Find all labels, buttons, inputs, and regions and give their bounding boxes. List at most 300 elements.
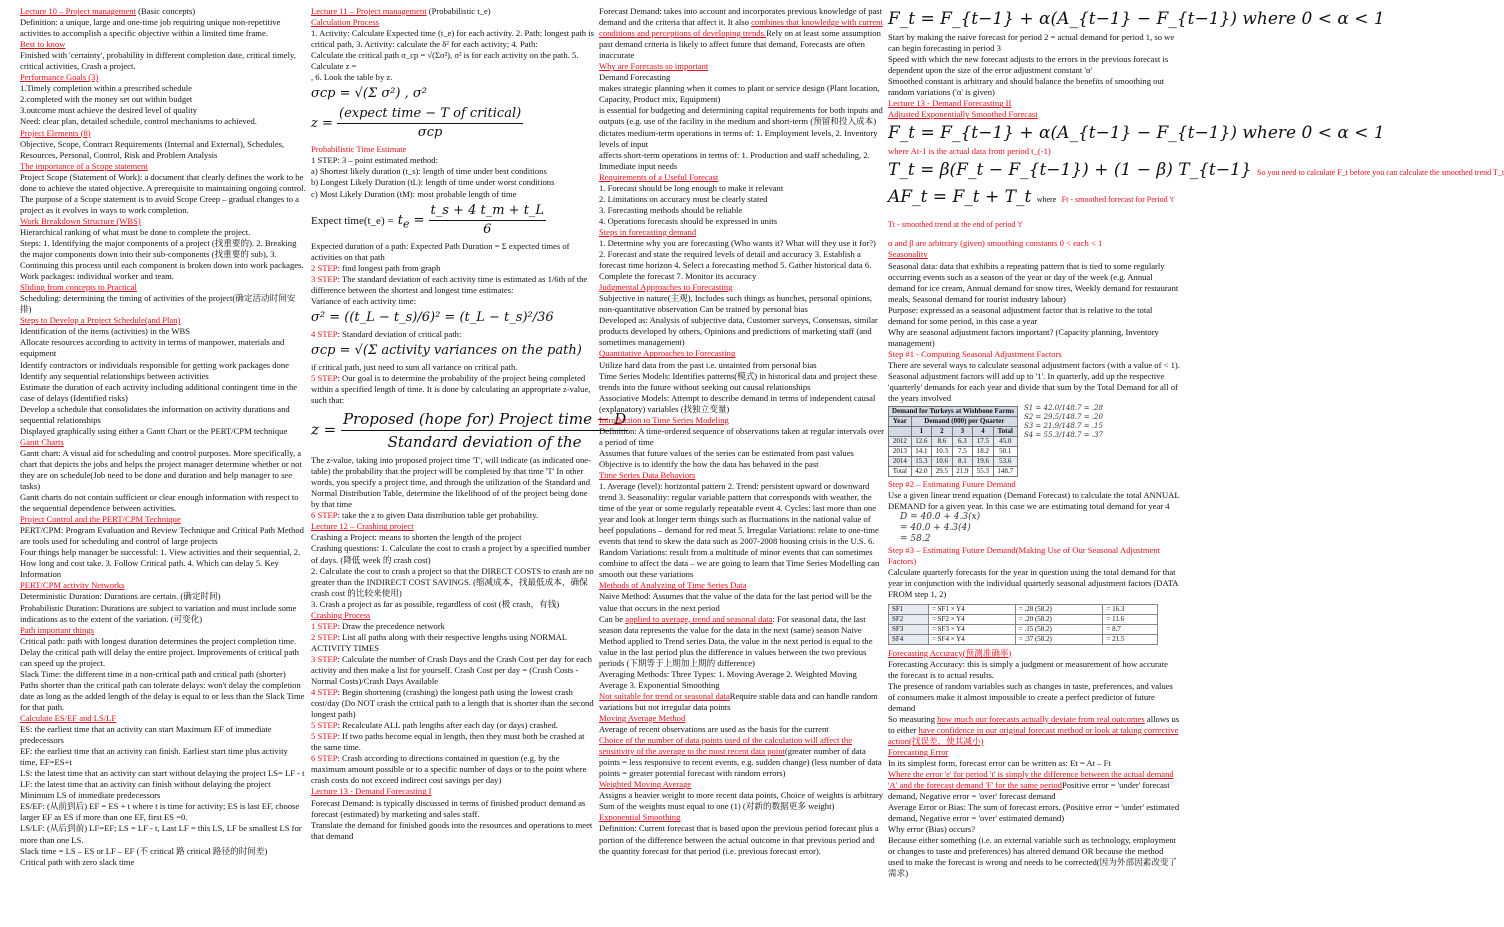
te-numerator: t_s + 4 t_m + t_L	[429, 202, 547, 221]
body-text: 2. Calculate the cost to crash a project so that the DIRECT COSTS to crash are no greater than the INDIRECT COST SAVINGS. (缩减成本，找最低成本，确保 crash cost 的比较来使用)	[311, 565, 594, 598]
body-text: Identify any sequential relationships between activities	[20, 370, 209, 381]
body-text: Averaging Methods: Three Types: 1. Moving Average 2. Weighted Moving Average 3. Exponential Smoothing	[599, 668, 857, 690]
section-heading: Methods of Analyzing of Time Series Data	[599, 580, 747, 591]
text-line	[599, 72, 884, 83]
text-line	[599, 812, 884, 823]
body-text: if critical path, just need to sum all variance on critical path.	[311, 361, 518, 372]
text-line	[20, 625, 306, 636]
forecast-cell: = 8.7	[1103, 624, 1158, 634]
text-line	[20, 525, 306, 547]
forecast-cell: = .20 (58.2)	[1015, 614, 1103, 624]
text-line	[311, 455, 596, 510]
section-heading: Weighted Moving Average	[599, 779, 692, 790]
seasonal-factor-formulas	[1024, 404, 1103, 440]
text-line	[311, 753, 596, 786]
text-line	[20, 371, 306, 382]
text-line	[888, 349, 1180, 360]
text-line	[311, 786, 596, 797]
text-line	[888, 681, 1180, 714]
seasonality-section	[888, 249, 1180, 404]
body-text: allows us to either	[888, 713, 1180, 735]
expected-time-formula: Expect time(t_e) = $t_e$ = $\frac{t\_s + 4 t\_m + t\_L}{6}$	[311, 202, 545, 237]
body-text: Need: clear plan, detailed schedule, control mechanisms to achieved.	[20, 116, 257, 127]
calc-line: = 40.0 + 4.3(4)	[900, 523, 971, 534]
forecast-cell: = 21.5	[1103, 634, 1158, 644]
text-line	[20, 713, 306, 724]
lecture-11-intro	[311, 6, 596, 83]
text-line	[20, 591, 306, 602]
body-text: Utilize hard data from the past i.e. untainted from personal bias	[599, 359, 817, 370]
body-text: There are several ways to calculate seasonal adjustment factors (with a value of < 1). Seasonal adjustment factors will add up to '1'. In quarterly, add up the respective 'quarterly' demands for each year and divide that sum by the Total Demand for all of the years involved	[888, 359, 1180, 404]
exp-smoothing-formula	[888, 8, 1385, 30]
body-text: Steps: 1. Identifying the major components of a project (找重要的). 2. Breaking the major components down into their sub-components (找重要的 sub), 3. Continuing this process until each component is broken down into work packages.	[20, 237, 304, 271]
text-line	[311, 510, 596, 521]
body-text: Speed with which the new forecast adjusts to the errors in the previous forecast is dependent upon the size of the error adjustment constant 'α'	[888, 54, 1169, 76]
text-line	[311, 362, 596, 373]
step-4	[311, 329, 596, 340]
text-line	[888, 714, 1180, 747]
text-line	[20, 603, 306, 625]
body-text: 1 STEP: 3 – point estimated method:	[311, 155, 438, 166]
text-line	[888, 479, 1180, 490]
text-line	[311, 177, 596, 188]
body-text: Variance of each activity time:	[311, 295, 416, 306]
text-line	[20, 194, 306, 216]
text-line	[311, 820, 596, 842]
body-text: 3. Forecasting methods should be reliable	[599, 204, 743, 215]
body-text: 1. Average (level): horizontal pattern 2. Trend: persistent upward or downward trend 3. Seasonality: regular variable pattern that corresponds with weather, the time of the year or some regularly repeatable event 4. Cycles: last more than one year and look at longer term things such as fluctuations in the national value of beef populations – demand for red meat 5. Irregular Variations: relate to one-time events that tend to skew the data such as 2007-2008 housing crisis in the U.S. 6. Random Variations: result from a multitude of minor events that can sometimes combine to affect the data – we are going to learn that Time Series Modelling can smooth out these variations	[599, 481, 880, 580]
text-line	[888, 824, 1180, 835]
section-heading: Steps in forecasting demand	[599, 226, 697, 237]
section-heading: Lecture 11 – Project management	[311, 6, 427, 16]
body-text: 2. Limitations on accuracy must be clearly stated	[599, 193, 768, 204]
body-text: : Standard deviation of critical path:	[337, 328, 462, 339]
section-heading: Calculate ES/EF and LS/LF	[20, 713, 117, 723]
text-line	[20, 326, 306, 337]
seasonal-factor: S2 = 29.5/148.7 = .20	[1023, 413, 1103, 422]
body-text: ES/EF: (从前到后) EF = ES + t where t is time for activity; ES is last EF, choose larger EF as ES if more than one EF, first ES =0.	[20, 801, 300, 823]
text-line	[311, 532, 596, 543]
section-heading: Work Breakdown Structure (WBS)	[20, 215, 141, 226]
table-subheader-cell: Total	[993, 427, 1017, 437]
text-line	[599, 580, 884, 591]
body-text: Hierarchical ranking of what must be done to complete the project.	[20, 226, 251, 237]
highlight-text: Where the error 'e' for period 't' is simply the difference between the actual demand 'A' and the forecast demand 'F' for the same period	[888, 769, 1174, 791]
section-heading: Lecture 13 - Demand Forecasting II	[888, 98, 1012, 109]
body-text: Probabilistic Duration: Durations are subject to variation and must include some indications as to the extent of the variation. (可变化)	[20, 602, 297, 624]
text-line	[599, 6, 884, 61]
body-text: : The standard deviation of each activity time is estimated as 1/6th of the difference between the shortest and longest time estimates:	[311, 273, 588, 295]
body-text: Average of recent observations are used as the basis for the current	[599, 724, 829, 735]
text-line	[599, 205, 884, 216]
forecast-cell: = SF3 × Y4	[928, 624, 1015, 634]
text-line	[888, 567, 1180, 600]
variance-steps	[311, 241, 596, 307]
forecast-cell: = SF1 × Y4	[928, 604, 1015, 614]
body-text: Assigns a heavier weight to more recent data points, Choice of weights is arbitrary Sum of the weights must equal to one (1) (对新的数据更多 weight)	[599, 790, 883, 812]
body-text: , 6. Look the table by z.	[311, 72, 393, 83]
text-line	[888, 360, 1180, 404]
section-heading: Exponential Smoothing	[599, 812, 681, 823]
text-line	[311, 28, 596, 50]
body-text: 1. Determine why you are forecasting (Who wants it? What will they use it for?) 2. Forecast and state the required levels of detail and accuracy 3. Establish a forecast time horizon 4. Select a forecasting method 5. Gather historical data 6. Complete the forecast 7. Monitor its accuracy	[599, 237, 876, 282]
body-text: affects short-term operations in terms of: 1. Production and staff scheduling, 2. Immediate input needs	[599, 149, 870, 171]
crashing-section	[311, 455, 596, 842]
text-line	[20, 768, 306, 779]
z1-numerator: (expect time − T of critical)	[337, 105, 523, 124]
text-line	[599, 105, 884, 127]
body-text: : For seasonal data, the last season data represents the value for the data in the next (same) season Naive Method applied to Trend series Data, the value in the next period is equal to the value in the last period plus the difference in values between the two previous periods (下期等于上期加上期的 difference)	[599, 613, 873, 668]
body-text: Assumes that future values of the series can be estimated from past values Objective is to identify the how the data has behaved in the past	[599, 447, 854, 469]
body-text: Why are seasonal adjustment factors important? (Capacity planning, Inventory management)	[888, 326, 1159, 348]
body-text: Estimate the duration of each activity including additional contingent time in the case of delays (Identified risks)	[20, 381, 298, 403]
highlight-text: Not suitable for trend or seasonal data	[599, 690, 730, 701]
section-heading: Seasonality	[888, 249, 928, 260]
step-label: 3 STEP	[311, 653, 338, 664]
text-line	[311, 263, 596, 274]
turkey-demand-table	[888, 406, 1018, 477]
body-text: Identify contractors or individuals responsible for getting work packages done	[20, 359, 289, 370]
text-line	[311, 373, 596, 406]
body-text: Gantt chart: A visual aid for scheduling and control purposes. More specifically, a chart that depicts the jobs and helps the project manager determine whether or not they are on schedule(Job need to be done and duration and help manager to see tasks)	[20, 447, 302, 492]
text-line	[599, 415, 884, 426]
critical-path-sigma-formula	[311, 85, 596, 103]
table-cell: 2012	[889, 437, 912, 447]
section-heading: Introduction to Time Series Modeling	[599, 414, 729, 425]
forecast-cell: = 16.3	[1103, 604, 1158, 614]
forecast-row	[889, 624, 1158, 634]
z-formula-2: z = $\frac{\text{Proposed (hope for) Project time − D}}{\text{Standard deviation of the}}$	[311, 410, 627, 452]
column-1	[20, 6, 306, 868]
text-line	[888, 32, 1180, 54]
body-text: Forecast Demand: is typically discussed in terms of finished product demand as forecast (estimated) by marketing and sales staff.	[311, 797, 586, 819]
text-line	[599, 150, 884, 172]
text-line	[20, 282, 306, 293]
body-text: : Draw the precedence network	[337, 620, 445, 631]
text-line	[888, 327, 1180, 349]
text-line	[599, 481, 884, 580]
text-line	[888, 249, 1180, 260]
highlight-text: how much our forecasts actually deviate from real outcomes	[937, 713, 1145, 724]
table-cell: 53.6	[993, 457, 1017, 467]
variance-formula-text: σ² = ((t_L − t_s)/6)² = (t_L − t_s)²/36	[311, 309, 554, 325]
text-line	[20, 669, 306, 713]
body-text: is essential for budgeting and determining capital requirements for both inputs and outputs (e.g. use of the facility in the medium and short-term (预留和投入成本)	[599, 105, 883, 127]
adjusted-formula	[888, 122, 1385, 144]
text-line	[599, 282, 884, 293]
forecast-cell: = .15 (58.2)	[1015, 624, 1103, 634]
text-line	[20, 448, 306, 492]
step-label: 6 STEP	[311, 753, 338, 764]
table-row	[889, 457, 1018, 467]
text-line	[599, 426, 884, 448]
section-heading: Time Series Data Behaviors	[599, 469, 696, 480]
sigma-formula-text: σcp = √(Σ σ²) , σ²	[311, 86, 427, 102]
text-line	[20, 337, 306, 359]
body-text: Calculate the critical path σ_cp = √(Σσ²), σ² is for each activity on the path. 5. Calculate z =	[311, 50, 579, 72]
te-lhs: t	[397, 212, 403, 228]
text-line	[20, 492, 306, 514]
text-line	[20, 17, 306, 39]
text-line	[311, 241, 596, 263]
table-title: Demand for Turkeys at Wishbone Farms	[889, 407, 1018, 417]
table-subheader-cell: 3	[952, 427, 973, 437]
text-line	[311, 521, 596, 532]
body-text: Seasonal data: data that exhibits a repeating pattern that is tied to some regularly occurring events such as a season of the year or day of the week (e.g. Annual demand for ice cream, Annual demand for snow tires, Weekly demand for restaurant meals, Seasonal demand for tourist industry labour)	[888, 260, 1179, 304]
body-text: PERT/CPM: Program Evaluation and Review Technique and Critical Path Method are tools used for scheduling and control of large projects	[20, 525, 304, 547]
body-text: : Our goal is to determine the probability of the project being completed within a specified length of time. It is done by calculating an appropriate z-value, such that:	[311, 372, 591, 406]
text-line	[599, 183, 884, 194]
table-cell: 8.1	[952, 457, 973, 467]
body-text: Purpose: expressed as a seasonal adjustment factor that is relative to the total demand for some period, in this case a year	[888, 304, 1153, 326]
body-text: (Probabilistic t_e)	[426, 6, 491, 16]
section-heading: Adjusted Exponentially Smoothed Forecast	[888, 109, 1038, 120]
text-line	[599, 128, 884, 150]
table-cell: 8.6	[932, 437, 953, 447]
annual-demand-calculation	[900, 512, 1180, 545]
section-heading: Moving Average Method	[599, 713, 686, 723]
text-line	[20, 161, 306, 172]
text-line	[888, 98, 1180, 109]
body-text: Demand Forecasting	[599, 72, 671, 83]
text-line	[888, 802, 1180, 824]
section-heading: Step #2 – Estimating Future Demand	[888, 479, 1016, 490]
body-text: (Basic concepts)	[135, 6, 196, 16]
body-text: Associative Models: Attempt to describe demand in terms of independent causal (explanatory) variables (找独立变量)	[599, 392, 876, 414]
text-line	[311, 72, 596, 83]
text-line	[599, 669, 884, 691]
text-line	[599, 348, 884, 359]
body-text: Identification of the items (activities) in the WBS	[20, 326, 191, 337]
step-label: 6 STEP	[311, 510, 338, 521]
text-line	[311, 17, 596, 28]
body-text: 1. Activity: Calculate Expected time (t_e) for each activity. 2. Path: longest path is critical path, 3. Activity: calculate the δ² for each activity; 4. Path:	[311, 28, 594, 50]
table-cell: 2013	[889, 447, 912, 457]
table-cell: Total	[889, 467, 912, 477]
text-line	[599, 371, 884, 393]
body-text: Naive Method: Assumes that the value of the data for the last period will be the value that occurs in the next period	[599, 591, 872, 613]
highlight-text: applied to average, trend and seasonal data	[625, 613, 773, 624]
table-cell: 14.1	[911, 447, 932, 457]
text-line	[20, 315, 306, 326]
probabilistic-estimate-section	[311, 144, 596, 199]
step-3-section	[888, 545, 1180, 600]
af-note-2: α and β are arbitrary (given) smoothing constants 0 < each < 1	[888, 238, 1103, 249]
text-line	[311, 632, 596, 654]
section-heading: Crashing Process	[311, 609, 371, 620]
body-text: So measuring	[888, 713, 938, 724]
af-formula-text: AF_t = F_t + T_t	[888, 187, 1032, 208]
step-label: 2 STEP	[311, 262, 338, 273]
body-text: LF: the latest time that an activity can finish without delaying the project Minimum LS of immediate predecessors	[20, 779, 271, 801]
body-text: Deterministic Duration: Durations are certain. (确定时间)	[20, 591, 221, 602]
step-label: 3 STEP	[311, 273, 338, 284]
text-line	[311, 144, 596, 155]
table-cell: 10.3	[932, 447, 953, 457]
table-cell: 12.6	[911, 437, 932, 447]
body-text: Time Series Models: Identifies patterns(模式) in historical data and project these trends into the future without seeking out causal relationships	[599, 370, 877, 392]
text-line	[20, 39, 306, 50]
z1-denominator: σcp	[417, 125, 443, 141]
table-cell: 50.1	[993, 447, 1017, 457]
section-heading: Step #1 - Computing Seasonal Adjustment Factors	[888, 348, 1062, 359]
text-line	[599, 61, 884, 72]
variance-formula	[311, 309, 596, 327]
body-text: Crashing questions: 1. Calculate the cost to crash a project by a specified number of days. (降低 week 的 crash cost)	[311, 543, 591, 565]
text-line	[888, 747, 1180, 758]
text-line	[888, 261, 1180, 305]
section-heading: Step #3 – Estimating Future Demand(Making Use of Our Seasonal Adjustment Factors)	[888, 545, 1161, 567]
text-line	[599, 172, 884, 183]
forecast-cell: SF1	[889, 604, 929, 614]
body-text: The z-value, taking into proposed project time 'T', will indicate (as indicated one-table) the probability that the project will be completed by that time 'T' In other words, you specify a project time, and through the utilization of the Standard and Normal Distribution Table, determine the likelihood of of the project being done by that time	[311, 455, 591, 510]
body-text: c) Most Likely Duration (tM): most probable length of time	[311, 188, 517, 199]
text-line	[599, 227, 884, 238]
text-line	[888, 758, 1180, 769]
table-cell: 29.5	[932, 467, 953, 477]
af-note: Ft - smoothed forecast for Period 't' Tt - smoothed trend at the end of period 't'	[888, 195, 1175, 230]
text-line	[20, 50, 306, 72]
body-text: b) Longest Likely Duration (tL): length of time under worst conditions	[311, 177, 555, 188]
text-line	[311, 798, 596, 820]
text-line	[20, 83, 306, 94]
body-text: Develop a schedule that consolidates the information on activity durations and sequential relationships	[20, 403, 290, 425]
section-heading: The importance of a Scope statement	[20, 160, 148, 171]
body-text: : take the z to given Data distribution table get probability.	[337, 510, 539, 521]
text-line	[599, 823, 884, 856]
section-heading: Requirements of a Useful Forecast	[599, 171, 719, 182]
forecast-cell: = SF2 × Y4	[928, 614, 1015, 624]
quarterly-forecast-table	[888, 604, 1158, 645]
body-text: LS: the latest time that an activity can start without delaying the project LS= LF - t	[20, 768, 305, 779]
body-text: makes strategic planning when it comes to plant or service design (Plant location, Capacity, Product mix, Equipment)	[599, 83, 880, 105]
body-text: Critical path with zero slack time	[20, 856, 135, 867]
text-line	[20, 746, 306, 768]
text-line	[20, 382, 306, 404]
forecast-cell: SF3	[889, 624, 929, 634]
text-line	[20, 72, 306, 83]
body-text: Why error (Bias) occurs?	[888, 824, 976, 835]
section-heading: Why are Forecasts so important	[599, 61, 709, 72]
body-text: : Crash according to directions contained in question (e.g. by the maximum amount possible or to a specific number of days or to the point where crash costs do not exceed indirect cost savings per day)	[311, 753, 587, 786]
section-heading: Quantitative Approaches to Forecasting	[599, 348, 736, 359]
forecast-cell: = 11.6	[1103, 614, 1158, 624]
step-label: 5 STEP	[311, 731, 338, 742]
text-line	[311, 296, 596, 307]
text-line	[311, 155, 596, 166]
text-line	[888, 835, 1180, 879]
text-line	[311, 731, 596, 753]
section-heading: Lecture 13 - Demand Forecasting I	[311, 786, 432, 797]
body-text: Start by making the naive forecast for period 2 = actual demand for period 1, so we can begin forecasting in period 3	[888, 32, 1175, 54]
table-cell: 17.5	[973, 437, 994, 447]
text-line	[599, 591, 884, 613]
text-line	[20, 139, 306, 161]
text-line	[599, 779, 884, 790]
forecast-row	[889, 614, 1158, 624]
exp-smoothing-notes	[888, 32, 1180, 120]
section-heading: Best to know	[20, 39, 66, 50]
step-5	[311, 362, 596, 406]
body-text: LS/LF: (从后到前) LF=EF; LS = LF - t, Last LF = this LS, LF be smallest LS for more than one LS.	[20, 823, 302, 845]
text-line	[20, 404, 306, 426]
text-line	[20, 636, 306, 647]
body-text: Forecasting Accuracy: this is simply a judgment or measurement of how accurate the forecast is to actual results.	[888, 658, 1168, 680]
text-line	[888, 545, 1180, 567]
calc-line: = 58.2	[900, 534, 931, 545]
text-line	[20, 724, 306, 746]
z2-denominator: Standard deviation of the	[387, 433, 582, 452]
text-line	[599, 238, 884, 282]
step-label: 5 STEP	[311, 720, 338, 731]
body-text: Positive error = 'under' forecast demand, Negative error = 'over' forecast demand	[888, 780, 1170, 802]
body-text: Delay the critical path will delay the entire project. Improvements of critical path can speed up the project.	[20, 646, 299, 668]
table-cell: 19.6	[973, 457, 994, 467]
forecast-cell: SF4	[889, 634, 929, 644]
text-line	[888, 76, 1180, 98]
forecast-cell: SF2	[889, 614, 929, 624]
body-text: Because either something (i.e. an external variable such as technology, employment or changes to taste and preferences) has altered demand OR because the method used to make the forecast is wrong and needs to be corrected(因为外部因素改变了需求)	[888, 835, 1178, 879]
forecast-row	[889, 604, 1158, 614]
text-line	[888, 305, 1180, 327]
body-text: dictates medium-term operations in terms of: 1. Employment levels, 2. Inventory levels of input	[599, 127, 878, 149]
body-text: ES: the earliest time that an activity can start Maximum EF of immediate predecessors	[20, 724, 272, 746]
af-formula	[888, 186, 1180, 236]
table-head-year: Year	[889, 417, 912, 427]
body-text: Crashing a Project: means to shorten the length of the project	[311, 532, 522, 543]
text-line	[311, 189, 596, 200]
text-line	[599, 360, 884, 371]
text-line	[20, 293, 306, 315]
section-heading: Forecasting Error	[888, 746, 949, 757]
section-heading: Performance Goals (3)	[20, 72, 99, 83]
body-text: a) Shortest likely duration (t_s): length of time under best conditions	[311, 166, 547, 177]
section-heading: Calculation Process	[311, 17, 380, 28]
text-line	[888, 54, 1180, 76]
body-text: Can be	[599, 613, 626, 624]
body-text: (greater number of data points = less responsive to recent events, e.g. sudden change) (less number of data points = greater potential forecast with random errors)	[599, 746, 882, 779]
text-line	[311, 687, 596, 720]
text-line	[20, 360, 306, 371]
body-text: Definition: A time-ordered sequence of observations taken at regular intervals over a period of time	[599, 425, 884, 447]
body-text: Objective, Scope, Contract Requirements (Internal and External), Schedules, Resources, Personal, Control, Risk and Problem Analysis	[20, 138, 285, 160]
body-text: Allocate resources according to activity in terms of manpower, materials and equipment	[20, 337, 285, 359]
body-text: The purpose of a Scope statement is to avoid Scope Creep – gradual changes to a project as it evolves in ways to work completion.	[20, 193, 299, 215]
text-line	[20, 426, 306, 437]
table-body	[889, 437, 1018, 477]
forecast-cell: = .37 (58.2)	[1015, 634, 1103, 644]
trend-formula-text: T_t = β(F_t − F_{t−1}) + (1 − β) T_{t−1}	[888, 160, 1252, 181]
text-line	[20, 514, 306, 525]
highlight-text: combines that knowledge with current conditions and perceptions of developing trends.	[599, 17, 883, 39]
body-text: Slack Time: the different time in a non-critical path and critical path (shorter) Paths shorter than the critical path can tolerate delays: won't delay the completion date as long as the added length of the delay is equal to or less than the Slack Time for that path.	[20, 668, 305, 712]
text-line	[599, 315, 884, 348]
text-line	[20, 105, 306, 116]
body-text: Expected duration of a path: Expected Path Duration = Σ expected times of activities on that path	[311, 240, 570, 262]
body-text: Require stable data and can handle random variations but not irregular data points	[599, 690, 878, 712]
body-text: 4. Operations forecasts should be expressed in units	[599, 215, 778, 226]
body-text: : List all paths along with their respective lengths using NORMAL ACTIVITY TIMES	[311, 631, 567, 653]
body-text: EF: the earliest time that an activity can finish. Earliest start time plus activity time, EF=ES+t	[20, 746, 288, 768]
body-text: Calculate quarterly forecasts for the year in question using the total demand for that year in conjunction with the individual quarterly seasonal adjustment factors (DATA FROM step 1, 2)	[888, 567, 1178, 600]
forecasting-accuracy-section	[888, 648, 1180, 880]
body-text: : Recalculate ALL path lengths after each day (or days) crashed.	[337, 720, 558, 731]
table-cell: 2014	[889, 457, 912, 467]
step-label: 4 STEP	[311, 328, 338, 339]
step-label: 5 STEP	[311, 372, 338, 383]
body-text: : Calculate the number of Crash Days and the Crash Cost per day for each activity and then make a list for yourself. Crash Cost per day = (Crash Costs - Normal Costs)/Crash Days Available	[311, 653, 592, 687]
body-text: 1. Forecast should be long enough to make it relevant	[599, 182, 784, 193]
